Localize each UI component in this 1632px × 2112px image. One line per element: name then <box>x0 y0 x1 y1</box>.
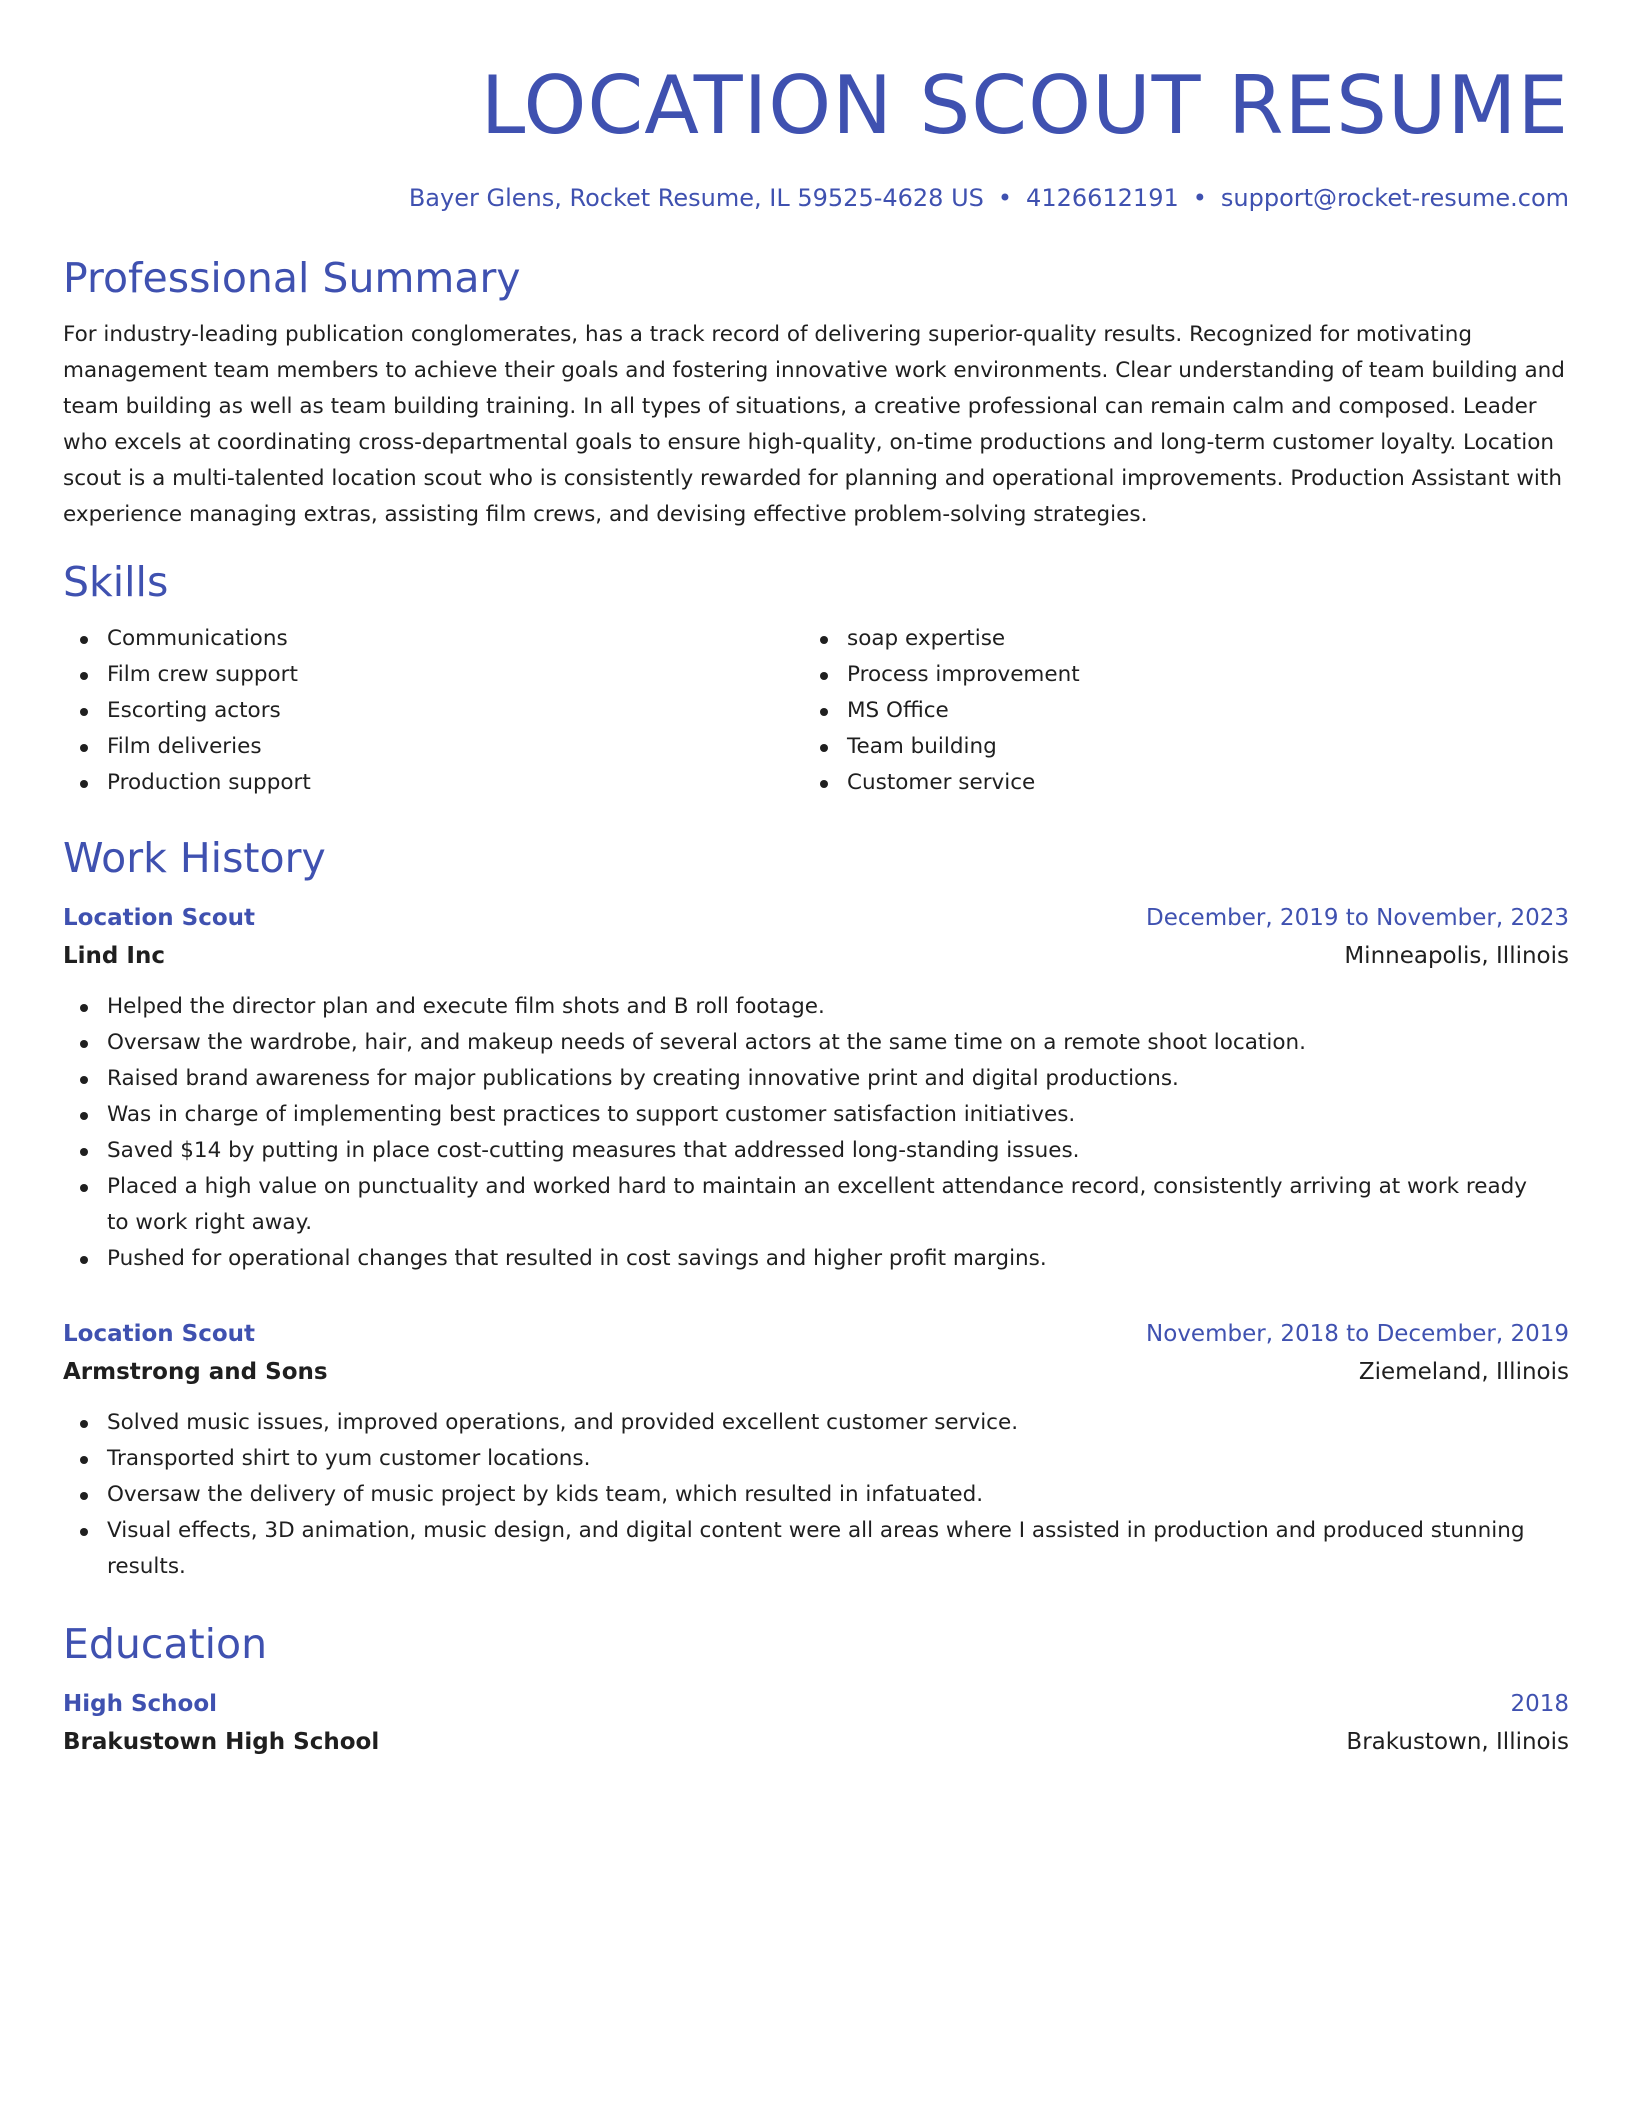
skill-item: Team building <box>803 729 1543 765</box>
job-bullet: Transported shirt to yum customer locations. <box>63 1441 1553 1477</box>
skills-column-left <box>63 621 803 801</box>
job-bullet: Visual effects, 3D animation, music design, and digital content were all areas where I assisted in production and produced stunning results. <box>63 1513 1553 1585</box>
job-bullets <box>63 989 1553 1277</box>
education-school: Brakustown High School <box>63 1729 380 1755</box>
job-location: Minneapolis, Illinois <box>1344 943 1569 969</box>
job-role: Location Scout <box>63 1321 256 1347</box>
job-bullet: Pushed for operational changes that resulted in cost savings and higher profit margins. <box>63 1241 1553 1277</box>
skills-column-right <box>803 621 1543 801</box>
job-location: Ziemeland, Illinois <box>1358 1359 1569 1385</box>
job-dates: November, 2018 to December, 2019 <box>1146 1321 1569 1347</box>
job-bullet: Was in charge of implementing best practices to support customer satisfaction initiatives. <box>63 1097 1553 1133</box>
job-company: Lind Inc <box>63 943 165 969</box>
job-bullet: Helped the director plan and execute film shots and B roll footage. <box>63 989 1553 1025</box>
education-heading: Education <box>63 1620 268 1668</box>
education-entry <box>63 1685 1569 1761</box>
address: Bayer Glens, Rocket Resume, IL 59525-4628 US <box>408 184 984 212</box>
job-entry <box>63 1315 1569 1585</box>
skill-item: Customer service <box>803 765 1543 801</box>
job-role: Location Scout <box>63 905 256 931</box>
contact-separator: • <box>1192 184 1207 212</box>
education-degree: High School <box>63 1691 218 1717</box>
contact-separator: • <box>997 184 1013 212</box>
education-year: 2018 <box>1510 1691 1569 1717</box>
resume-title: LOCATION SCOUT RESUME <box>480 59 1569 152</box>
job-bullets <box>63 1405 1553 1585</box>
contact-line <box>63 181 1569 215</box>
phone: 4126612191 <box>1026 184 1179 212</box>
skill-item: soap expertise <box>803 621 1543 657</box>
skills-heading: Skills <box>63 558 169 606</box>
job-dates: December, 2019 to November, 2023 <box>1146 905 1569 931</box>
education-location: Brakustown, Illinois <box>1346 1729 1569 1755</box>
job-entry <box>63 899 1569 1277</box>
email: support@rocket-resume.com <box>1220 184 1569 212</box>
skill-item: Production support <box>63 765 803 801</box>
skill-item: Communications <box>63 621 803 657</box>
job-bullet: Solved music issues, improved operations, and provided excellent customer service. <box>63 1405 1553 1441</box>
job-bullet: Saved $14 by putting in place cost-cutting measures that addressed long-standing issues. <box>63 1133 1553 1169</box>
skill-item: Film crew support <box>63 657 803 693</box>
job-company: Armstrong and Sons <box>63 1359 328 1385</box>
summary-text: For industry-leading publication conglomerates, has a track record of delivering superior-quality results. Recognized for motivating management team members to achieve their goals and fostering innovative work environments. Clear understanding of team building and team building as well as team building training. In all types of situations, a creative professional can remain calm and composed. Leader who excels at coordinating cross-departmental goals to ensure high-quality, on-time productions and long-term customer loyalty. Location scout is a multi-talented location scout who is consistently rewarded for planning and operational improvements. Production Assistant with experience managing extras, assisting film crews, and devising effective problem-solving strategies. <box>63 322 1565 527</box>
skill-item: MS Office <box>803 693 1543 729</box>
skill-item: Process improvement <box>803 657 1543 693</box>
skills-list <box>63 621 1569 801</box>
job-bullet: Placed a high value on punctuality and worked hard to maintain an excellent attendance record, consistently arriving at work ready to work right away. <box>63 1169 1553 1241</box>
job-bullet: Oversaw the wardrobe, hair, and makeup needs of several actors at the same time on a remote shoot location. <box>63 1025 1553 1061</box>
summary-heading: Professional Summary <box>63 254 521 302</box>
job-bullet: Raised brand awareness for major publications by creating innovative print and digital productions. <box>63 1061 1553 1097</box>
skill-item: Escorting actors <box>63 693 803 729</box>
work-history-heading: Work History <box>63 834 326 882</box>
job-bullet: Oversaw the delivery of music project by kids team, which resulted in infatuated. <box>63 1477 1553 1513</box>
skill-item: Film deliveries <box>63 729 803 765</box>
